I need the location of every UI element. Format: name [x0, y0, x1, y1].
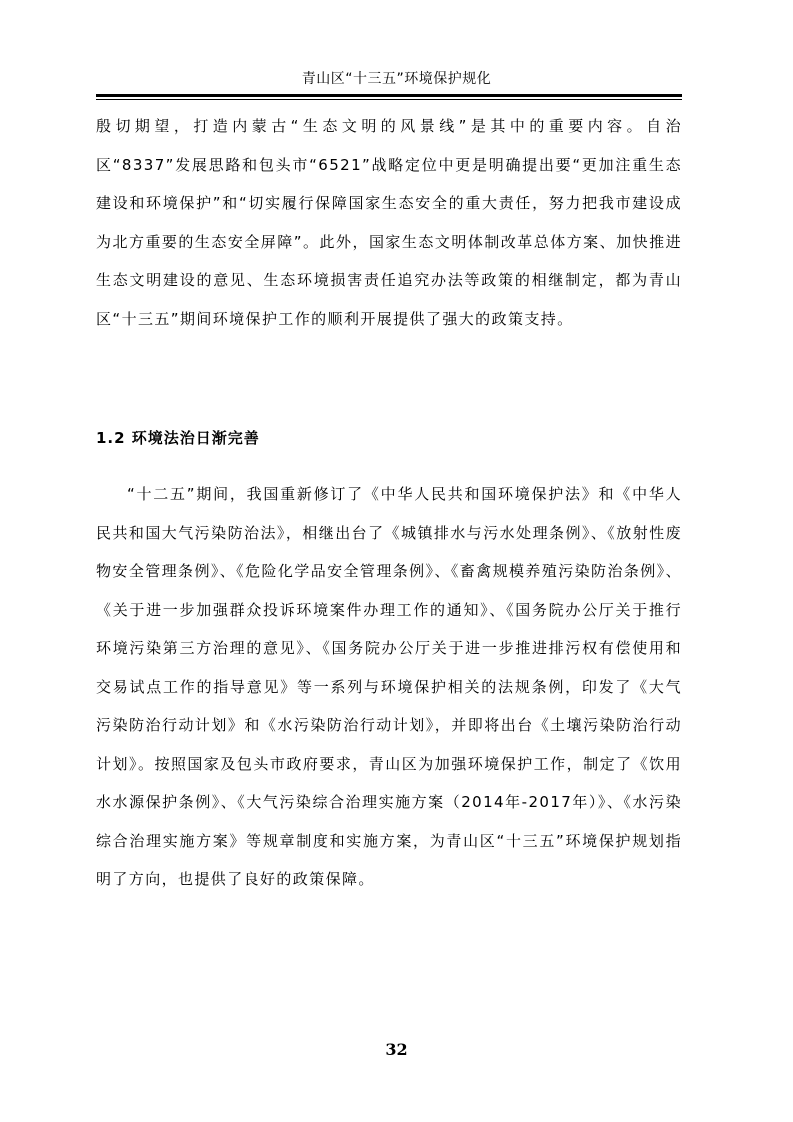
header-rule-thick — [96, 94, 682, 97]
body-paragraph-2: “十二五”期间，我国重新修订了《中华人民共和国环境保护法》和《中华人民共和国大气污染防治法》，相继出台了《城镇排水与污水处理条例》、《放射性废物安全管理条例》、《危险化学品安全管理条例》、《畜禽规模养殖污染防治条例》、《关于进一步加强群众投诉环境案件办理工作的通知》、《国务院办公厅关于推行环境污染第三方治理的意见》、《国务院办公厅关于进一步推进排污权有偿使用和交易试点工作的指导意见》等一系列与环境保护相关的法规条例，印发了《大气污染防治行动计划》和《水污染防治行动计划》，并即将出台《土壤污染防治行动计划》。按照国家及包头市政府要求，青山区为加强环境保护工作，制定了《饮用水水源保护条例》、《大气污染综合治理实施方案（2014年-2017年）》、《水污染综合治理实施方案》等规章制度和实施方案，为青山区“十三五”环境保护规划指明了方向，也提供了良好的政策保障。 — [96, 485, 682, 888]
page-number: 32 — [385, 1040, 408, 1059]
header-rule-thin — [96, 99, 682, 100]
body-paragraph-1: 殷切期望，打造内蒙古“生态文明的风景线”是其中的重要内容。自治区“8337”发展思路和包头市“6521”战略定位中更是明确提出要“更加注重生态建设和环境保护”和“切实履行保障国家生态安全的重大责任，努力把我市建设成为北方重要的生态安全屏障”。此外，国家生态文明体制改革总体方案、加快推进生态文明建设的意见、生态环境损害责任追究办法等政策的相继制定，都为青山区“十三五”期间环境保护工作的顺利开展提供了强大的政策支持。 — [96, 117, 682, 328]
running-header-title: 青山区“十三五”环境保护规化 — [301, 71, 492, 87]
section-heading: 1.2 环境法治日渐完善 — [96, 429, 260, 447]
